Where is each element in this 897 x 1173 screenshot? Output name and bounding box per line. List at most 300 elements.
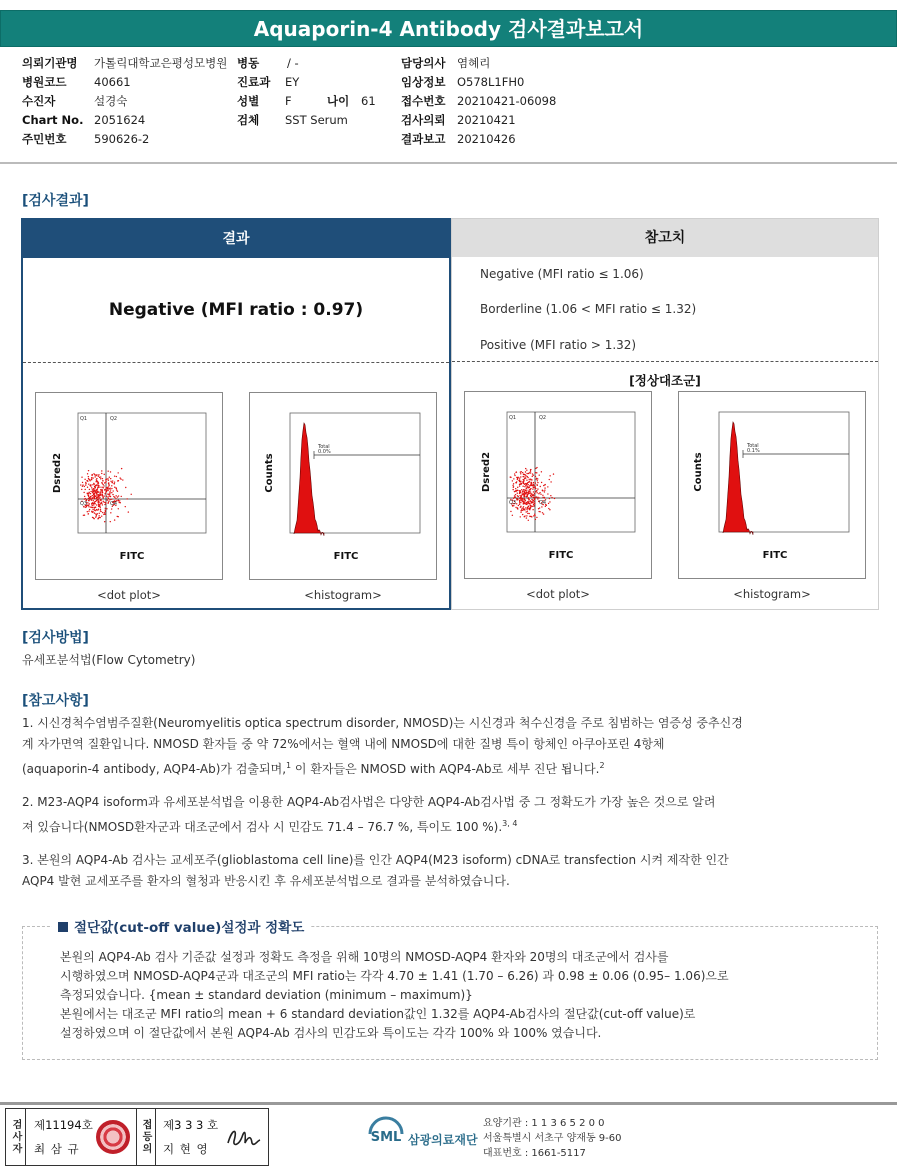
scatter-point — [536, 478, 537, 479]
scatter-point — [117, 496, 118, 497]
scatter-point — [93, 494, 94, 495]
scatter-point — [521, 507, 522, 508]
scatter-point — [534, 498, 535, 499]
scatter-point — [87, 473, 88, 474]
scatter-point — [520, 502, 521, 503]
scatter-point — [543, 485, 544, 486]
scatter-point — [121, 468, 122, 469]
scatter-point — [105, 481, 106, 482]
scatter-point — [98, 485, 99, 486]
approver-vertical-label: 접등의 — [136, 1109, 156, 1165]
scatter-point — [529, 479, 530, 480]
scatter-point — [84, 479, 85, 480]
reference-divider — [452, 361, 878, 362]
dot-plot-graphic — [465, 392, 653, 580]
scatter-point — [542, 495, 543, 496]
dot-plot-graphic — [36, 393, 224, 581]
scatter-point — [118, 480, 119, 481]
scatter-point — [114, 519, 115, 520]
scatter-point — [533, 500, 534, 501]
quadrant-label: Q3 — [80, 501, 88, 507]
scatter-point — [530, 500, 531, 501]
scatter-point — [110, 481, 111, 482]
scatter-point — [548, 503, 549, 504]
note-1-text-c: (aquaporin-4 antibody, AQP4-Ab)가 검출되며, — [22, 762, 287, 776]
scatter-point — [88, 510, 89, 511]
scatter-point — [88, 470, 89, 471]
scatter-point — [97, 491, 98, 492]
scatter-point — [535, 491, 536, 492]
scatter-point — [92, 507, 93, 508]
scatter-point — [96, 500, 97, 501]
recipient-label: 수진자 — [22, 94, 56, 108]
scatter-point — [97, 499, 98, 500]
scatter-point — [94, 487, 95, 488]
scatter-point — [92, 512, 93, 513]
scatter-point — [96, 494, 97, 495]
cutoff-text — [60, 948, 870, 1043]
scatter-point — [84, 496, 85, 497]
scatter-point — [533, 484, 534, 485]
scatter-point — [105, 492, 106, 493]
gate-value: 0.1% — [747, 448, 760, 454]
scatter-point — [516, 503, 517, 504]
control-label: [정상대조군] — [629, 373, 701, 388]
scatter-point — [118, 508, 119, 509]
scatter-point — [522, 510, 523, 511]
scatter-point — [118, 500, 119, 501]
scatter-point — [103, 514, 104, 515]
scatter-point — [101, 487, 102, 488]
scatter-point — [531, 484, 532, 485]
scatter-point — [531, 479, 532, 480]
scatter-point — [524, 496, 525, 497]
scatter-point — [528, 520, 529, 521]
scatter-point — [519, 477, 520, 478]
scatter-point — [526, 473, 527, 474]
scatter-point — [93, 500, 94, 501]
note-1-ref-1: 1 — [286, 761, 292, 770]
scatter-point — [532, 476, 533, 477]
reference-header: 참고치 — [452, 219, 878, 257]
scatter-point — [81, 489, 82, 490]
scatter-point — [92, 477, 93, 478]
scatter-point — [88, 498, 89, 499]
histogram-peak — [723, 422, 753, 535]
scatter-point — [107, 470, 108, 471]
scatter-point — [527, 476, 528, 477]
scatter-point — [542, 490, 543, 491]
scatter-point — [528, 490, 529, 491]
scatter-point — [86, 480, 87, 481]
scatter-point — [535, 486, 536, 487]
scatter-point — [92, 495, 93, 496]
scatter-point — [518, 505, 519, 506]
scatter-point — [98, 504, 99, 505]
scatter-point — [118, 495, 119, 496]
reference-borderline: Borderline (1.06 < MFI ratio ≤ 1.32) — [480, 302, 697, 316]
quadrant-label: Q1 — [509, 415, 517, 421]
scatter-point — [544, 497, 545, 498]
scatter-point — [526, 509, 527, 510]
scatter-point — [92, 509, 93, 510]
scatter-point — [110, 478, 111, 479]
scatter-point — [105, 488, 106, 489]
scatter-point — [533, 482, 534, 483]
scatter-point — [88, 484, 89, 485]
scatter-point — [535, 497, 536, 498]
scatter-point — [111, 508, 112, 509]
scatter-point — [514, 475, 515, 476]
scatter-point — [107, 499, 108, 500]
scatter-point — [90, 491, 91, 492]
scatter-point — [529, 513, 530, 514]
scatter-point — [91, 477, 92, 478]
scatter-point — [90, 496, 91, 497]
scatter-point — [536, 496, 537, 497]
scatter-point — [104, 521, 105, 522]
scatter-point — [530, 505, 531, 506]
scatter-point — [111, 488, 112, 489]
scatter-point — [523, 473, 524, 474]
scatter-point — [98, 515, 99, 516]
scatter-point — [97, 502, 98, 503]
scatter-point — [530, 472, 531, 473]
id-label: 주민번호 — [22, 132, 67, 146]
scatter-point — [108, 495, 109, 496]
scatter-point — [527, 507, 528, 508]
quadrant-label: Q2 — [110, 416, 118, 422]
tester-vertical-label: 검사자 — [6, 1109, 26, 1165]
scatter-point — [520, 516, 521, 517]
scatter-point — [88, 513, 89, 514]
scatter-point — [517, 493, 518, 494]
patient-dot-caption: <dot plot> — [97, 588, 161, 602]
note-1-line-3 — [22, 755, 880, 780]
scatter-point — [125, 487, 126, 488]
scatter-point — [522, 514, 523, 515]
scatter-point — [110, 512, 111, 513]
scatter-point — [105, 510, 106, 511]
scatter-point — [533, 475, 534, 476]
scatter-point — [518, 496, 519, 497]
scatter-point — [94, 507, 95, 508]
scatter-point — [98, 474, 99, 475]
scatter-point — [115, 495, 116, 496]
scatter-point — [512, 480, 513, 481]
scatter-point — [518, 480, 519, 481]
scatter-point — [523, 499, 524, 500]
sex-label: 성별 — [237, 94, 260, 108]
scatter-point — [114, 481, 115, 482]
scatter-point — [510, 511, 511, 512]
scatter-point — [544, 491, 545, 492]
scatter-point — [82, 482, 83, 483]
y-axis-label: Dsred2 — [481, 451, 492, 493]
scatter-point — [529, 499, 530, 500]
method-section-title: [검사방법] — [22, 630, 89, 646]
scatter-point — [82, 484, 83, 485]
scatter-point — [519, 501, 520, 502]
scatter-point — [83, 492, 84, 493]
scatter-point — [106, 490, 107, 491]
recipient-value: 설경숙 — [94, 94, 128, 108]
scatter-point — [89, 489, 90, 490]
scatter-point — [88, 506, 89, 507]
scatter-point — [539, 497, 540, 498]
scatter-point — [514, 473, 515, 474]
scatter-point — [515, 488, 516, 489]
scatter-point — [105, 511, 106, 512]
scatter-point — [96, 474, 97, 475]
scatter-point — [115, 487, 116, 488]
scatter-point — [537, 478, 538, 479]
scatter-point — [100, 509, 101, 510]
info-divider — [0, 162, 897, 164]
scatter-point — [527, 513, 528, 514]
scatter-point — [530, 506, 531, 507]
scatter-point — [551, 497, 552, 498]
scatter-point — [521, 496, 522, 497]
scatter-point — [513, 486, 514, 487]
scatter-point — [83, 515, 84, 516]
scatter-point — [117, 472, 118, 473]
x-axis-label: FITC — [762, 550, 788, 561]
patient-histogram — [249, 392, 437, 580]
scatter-point — [104, 504, 105, 505]
scatter-point — [522, 472, 523, 473]
scatter-point — [92, 484, 93, 485]
note-1 — [22, 713, 880, 780]
scatter-point — [525, 475, 526, 476]
scatter-point — [526, 469, 527, 470]
scatter-point — [104, 493, 105, 494]
scatter-point — [526, 489, 527, 490]
scatter-point — [528, 482, 529, 483]
scatter-point — [535, 476, 536, 477]
scatter-point — [515, 507, 516, 508]
chart-value: 2051624 — [94, 113, 146, 127]
scatter-point — [111, 492, 112, 493]
approver-license-no: 제3 3 3 호 — [163, 1118, 219, 1132]
scatter-point — [519, 504, 520, 505]
scatter-point — [93, 489, 94, 490]
scatter-point — [102, 512, 103, 513]
scatter-point — [111, 485, 112, 486]
y-axis-label: Counts — [693, 452, 704, 492]
scatter-point — [112, 482, 113, 483]
scatter-point — [517, 508, 518, 509]
scatter-point — [93, 504, 94, 505]
scatter-point — [107, 503, 108, 504]
scatter-point — [524, 509, 525, 510]
scatter-point — [98, 495, 99, 496]
scatter-point — [96, 504, 97, 505]
scatter-point — [104, 482, 105, 483]
scatter-point — [98, 496, 99, 497]
scatter-point — [126, 498, 127, 499]
scatter-point — [99, 505, 100, 506]
scatter-point — [520, 484, 521, 485]
scatter-point — [101, 492, 102, 493]
scatter-point — [530, 471, 531, 472]
scatter-point — [523, 489, 524, 490]
scatter-point — [531, 499, 532, 500]
patient-info-col3 — [401, 54, 556, 149]
care-institution-code: 요양기관 : 1 1 3 6 5 2 0 0 — [483, 1118, 605, 1129]
scatter-point — [97, 509, 98, 510]
scatter-point — [114, 487, 115, 488]
clinical-value: O578L1FH0 — [457, 75, 525, 89]
plot-frame — [78, 413, 206, 533]
requester-label: 의뢰기관명 — [22, 56, 78, 70]
scatter-point — [510, 477, 511, 478]
note-2-text-b: 져 있습니다(NMOSD환자군과 대조군에서 검사 시 민감도 71.4 – 76.7 %, 특이도 100 %). — [22, 820, 503, 834]
scatter-point — [527, 494, 528, 495]
scatter-point — [524, 516, 525, 517]
scatter-point — [523, 476, 524, 477]
scatter-point — [527, 486, 528, 487]
cutoff-title-text: 절단값(cut-off value)설정과 정확도 — [74, 920, 305, 936]
scatter-point — [530, 489, 531, 490]
scatter-point — [88, 505, 89, 506]
scatter-point — [539, 474, 540, 475]
result-divider — [23, 362, 449, 363]
scatter-point — [85, 484, 86, 485]
test-request-label: 검사의뢰 — [401, 113, 446, 127]
patient-info-col2 — [237, 54, 376, 130]
scatter-point — [544, 487, 545, 488]
scatter-point — [520, 512, 521, 513]
scatter-point — [101, 473, 102, 474]
scatter-point — [98, 498, 99, 499]
scatter-point — [116, 489, 117, 490]
control-dot-caption: <dot plot> — [526, 587, 590, 601]
scatter-point — [534, 493, 535, 494]
tester-name: 최 삼 규 — [34, 1142, 80, 1156]
requester-value: 가톨릭대학교은평성모병원 — [94, 56, 228, 70]
scatter-point — [526, 515, 527, 516]
scatter-point — [128, 511, 129, 512]
scatter-point — [531, 482, 532, 483]
scatter-point — [94, 483, 95, 484]
scatter-point — [88, 476, 89, 477]
scatter-point — [549, 498, 550, 499]
scatter-point — [515, 494, 516, 495]
approver-name: 지 현 영 — [163, 1142, 209, 1156]
reference-negative: Negative (MFI ratio ≤ 1.06) — [480, 267, 644, 281]
scatter-point — [550, 495, 551, 496]
scatter-point — [95, 481, 96, 482]
scatter-point — [112, 480, 113, 481]
scatter-point — [99, 497, 100, 498]
scatter-point — [544, 489, 545, 490]
scatter-point — [521, 499, 522, 500]
scatter-point — [522, 486, 523, 487]
chart-label: Chart No. — [22, 113, 84, 127]
doctor-label: 담당의사 — [401, 56, 446, 70]
scatter-point — [538, 508, 539, 509]
scatter-point — [85, 482, 86, 483]
official-seal-icon — [96, 1120, 130, 1154]
note-3 — [22, 850, 880, 892]
scatter-point — [108, 486, 109, 487]
scatter-point — [105, 479, 106, 480]
scatter-point — [537, 482, 538, 483]
scatter-point — [516, 490, 517, 491]
quadrant-label: Q4 — [110, 501, 118, 507]
scatter-point — [99, 477, 100, 478]
scatter-point — [115, 498, 116, 499]
scatter-point — [96, 497, 97, 498]
sex-value: F — [285, 94, 292, 108]
scatter-point — [520, 506, 521, 507]
scatter-point — [88, 500, 89, 501]
scatter-point — [520, 476, 521, 477]
scatter-point — [89, 480, 90, 481]
scatter-point — [101, 502, 102, 503]
scatter-point — [94, 509, 95, 510]
patient-hist-caption: <histogram> — [304, 588, 382, 602]
reference-positive: Positive (MFI ratio > 1.32) — [480, 338, 637, 352]
report-date-label: 결과보고 — [401, 132, 446, 146]
scatter-point — [525, 493, 526, 494]
scatter-point — [92, 498, 93, 499]
scatter-point — [97, 518, 98, 519]
specimen-label: 검체 — [237, 113, 260, 127]
scatter-point — [527, 511, 528, 512]
plot-frame — [507, 412, 635, 532]
scatter-point — [95, 496, 96, 497]
scatter-point — [110, 489, 111, 490]
report-title: Aquaporin-4 Antibody 검사결과보고서 — [0, 10, 897, 47]
gate-value: 0.0% — [318, 449, 331, 455]
scatter-point — [534, 515, 535, 516]
scatter-point — [526, 504, 527, 505]
x-axis-label: FITC — [333, 551, 359, 562]
scatter-point — [104, 489, 105, 490]
scatter-point — [521, 471, 522, 472]
scatter-point — [120, 502, 121, 503]
histogram-peak — [294, 423, 324, 536]
scatter-point — [97, 487, 98, 488]
scatter-point — [533, 491, 534, 492]
scatter-point — [81, 477, 82, 478]
scatter-point — [105, 508, 106, 509]
scatter-point — [534, 503, 535, 504]
scatter-point — [529, 485, 530, 486]
scatter-point — [536, 492, 537, 493]
note-2-line-2 — [22, 813, 880, 838]
scatter-point — [117, 491, 118, 492]
scatter-point — [114, 483, 115, 484]
scatter-point — [105, 502, 106, 503]
scatter-point — [519, 497, 520, 498]
scatter-point — [116, 476, 117, 477]
scatter-point — [524, 476, 525, 477]
scatter-point — [111, 499, 112, 500]
scatter-point — [539, 492, 540, 493]
footer-divider — [0, 1102, 897, 1105]
scatter-point — [96, 509, 97, 510]
scatter-point — [103, 485, 104, 486]
scatter-point — [103, 487, 104, 488]
phone-line: 대표번호 : 1661-5117 — [483, 1148, 586, 1159]
scatter-point — [533, 515, 534, 516]
scatter-point — [95, 492, 96, 493]
cutoff-line-2: 시행하였으며 NMOSD-AQP4군과 대조군의 MFI ratio는 각각 4.70 ± 1.41 (1.70 – 6.26) 과 0.98 ± 0.06 (0.95– 1.06)으로 — [60, 969, 729, 983]
scatter-point — [535, 482, 536, 483]
